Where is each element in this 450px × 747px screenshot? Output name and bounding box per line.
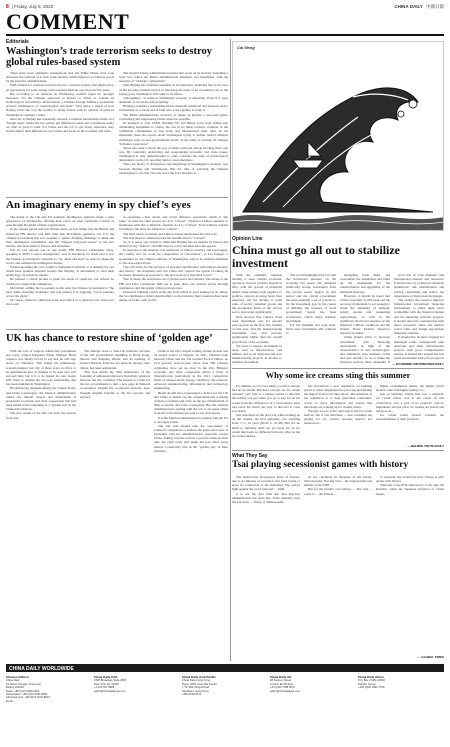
masthead-line: Subscription: +86 (0)10 6491-8301 xyxy=(6,693,48,697)
masthead-line: 1500 Broadway Suite 2800 xyxy=(94,679,127,683)
paragraph: Just in case anyone was in any doubt, FBI Director Christopher Wray, speaking at MI5's London headquarters, was in absolutely no doubt that it was the Chinese government's intention to "lie, cheat and steal" in order to shape the world, and outlined the intelligence threats. xyxy=(6,248,114,265)
paragraph: The first threat to American national reunification is "a threat". xyxy=(123,235,206,240)
paragraph: The country also needs to improve infrastructure investment financing mechanisms to make them more compatible with the financial market and the financing structure projects. It should take into consideration both direct economic value and indirect social value and design appropriate financing schemes. xyxy=(394,297,444,336)
paragraph: Instead of building castles in the sky from which to pour leaking oil on others, the two intelligence chiefs should reflect on the behavior their countries have been taking on in the outer world. xyxy=(119,289,228,303)
brand-name: CHINA DAILY xyxy=(394,4,423,9)
masthead-line: Beijing 100029 xyxy=(6,686,24,690)
paragraph: Its attempts to stop ASML Holding NV and Nikon Corp from selling key chipmaking equipment to China, the one in its latest reckless violation of the committed commitment to free trade and international trade rules. In the meantime, there are reports about Washington trying to further restrict bilateral exchanges even on non-governmental levels, in the name of staving off Chinese "influence operations". xyxy=(119,120,228,146)
editorial-second-headline[interactable]: An imaginary enemy in spy chief’s eyes xyxy=(6,199,191,211)
paragraph: But according to an editorial on Wednesday, pundits urged for stronger measures. It's the Chinese approach to Russia to China to contain its technological and military advancement, a Chinese Foreign Ministry spokesman accused Washington of "technological terrorism". That gives a signal of how Beijing views the way the country is being treated with its opinion of some in Washington's strategic circles. xyxy=(6,91,114,117)
paragraph: China should strive to innovate investment and financing mechanisms in light of the characteristics of new technologies, new industries, new business forms and new models, so as to make the financial services more adaptable. It xyxy=(340,335,390,365)
paragraph: After all, as Beijing has repeatedly stressed, a bilateral relationship stands on a 'foreign basis', where the two parties put differences aside and concentrate solely on what is good to both. For China and the US to get along, therefore, they should shelve their differences over values and focus on the economy and trade. xyxy=(6,116,114,134)
masthead-line: +44 (0)20 7398 8270 xyxy=(270,686,296,690)
paragraph: strengthen weak links, and consolidate the foundation and build up the momentum for the transformation and upgrading of the industrial structure. xyxy=(340,273,390,294)
opinion-col1 xyxy=(232,273,282,365)
whattheysay-byline: — GLOBAL TIMES xyxy=(417,655,444,659)
paragraph: Those who seek to block the way of others will only end up blocking their own way. By constantly obstructing and weaponizing economic and trade issues, Washington is only demonstrating to other countries the risks of technological dependence on the US, spurring them to look elsewhere. xyxy=(119,145,228,163)
masthead-line: Room 1818, Hing Wai Centre xyxy=(182,682,218,686)
icecream-headline[interactable]: Why some ice creams sting this summer xyxy=(265,370,411,380)
cartoon-credit: Cai Meng xyxy=(237,45,255,50)
paragraph: There have been optimistic anticipations that the White House may soon announce the removal of at least some punitive tariffs imposed on Chinese goods by the previous administration. xyxy=(6,71,114,84)
masthead-line: 90 Cannon Street xyxy=(270,679,292,683)
divider xyxy=(6,329,228,330)
paragraph: The heads of the UK and US domestic intelligence agencies made a joint appearance on Wednesday, offering their views on what constitutes a threat as seen through the prism of their organizations. xyxy=(6,215,114,228)
opinion-col3 xyxy=(340,273,390,365)
masthead-line: London EC4N 6HA xyxy=(270,682,293,686)
editorial-cartoon xyxy=(232,41,444,231)
masthead-line: Advertisement: +86 (0)10 6491-8631 xyxy=(6,696,50,700)
masthead-line: Aberdeen, Hong Kong xyxy=(182,689,209,693)
paragraph: higher consumption ability, but higher prices should come with higher quality too. xyxy=(376,384,444,393)
whattheysay-headline[interactable]: Tsai playing secessionist games with history xyxy=(232,460,409,470)
paragraph: The Democratic Progressive Party of Taiwan, due to its mission of secession, has been trying to erase its connection to the mainland. The party's fight against the word 'national' ... 1949. xyxy=(232,475,300,492)
masthead-line: 15 Huixin Dongjie, Chaoyang xyxy=(6,682,41,686)
paragraph: But for the island's own history ... The only ... cause to ... the Taiwan ... xyxy=(304,487,372,496)
paragraph: Thursday is the 85th anniversary of the July 7th Incident, when the Japanese invasion of China began... xyxy=(376,483,444,496)
paragraph: It's summer, so it is very likely you have already had an ice cream. But have you got an "ice cream assassin" yet? That is a phrase coined to describe the feeling you get when you go to pay for an ice cream from the refrigerator of a convenience store and reach the check out only to discover it costs you dearly. xyxy=(232,384,300,413)
icecream-col3 xyxy=(376,384,444,444)
masthead-line: China Daily xyxy=(6,679,20,683)
paragraph: good use of both domestic and international markets and resources. It should also try to improve financial institutions' risk identification and pricing capabilities and reduce the dependence of fixed asset mortgages. xyxy=(394,273,444,298)
masthead-line: News: +86 (0)10 6499-5000 xyxy=(6,689,40,693)
masthead-line: Chinese Edition xyxy=(6,675,29,679)
editorial-third-col1 xyxy=(6,349,76,661)
opinion-col2 xyxy=(286,273,336,365)
paragraph: The Biden administration, however, is intent on playing a zero-sum game, confronting and suppressing China wherever possible. xyxy=(119,112,228,121)
masthead-line: China Daily USA xyxy=(94,675,118,679)
paragraph: There are plenty of divergences and misgivings in Washington's strategic over between Beijing and Washington. But the idea of reducing the bilateral relationship to one that can only serve the US's interests is. xyxy=(119,162,228,175)
paragraph: The UK side should take the opportunity of Johnson's resignation to balance the gains and losses of persisting with his administration's approach toward China. Taking concrete actions to put the relations back onto the right track will make the past three years merely a temporary blip in the "golden age" of their relations. xyxy=(154,423,228,453)
paragraph: However, it should be noted that China's economy is still weak and the recovery momentum is not enough to break the shrinking of demand, supply shocks and weakening expectations, as well as the significant downward pressure on the financial. Climate conditions and the United States Federal Reserve's interest rate hikes. xyxy=(340,293,390,336)
masthead-col4 xyxy=(270,676,352,693)
paragraph: "We will strive for the prospect of peaceful reunification with utmost sincerity and efforts," the statement said, but China will "reserve the option of taking all necessary measures in response to the provocation of separatist forces". xyxy=(119,264,228,278)
editorial-second-col1 xyxy=(6,215,114,325)
masthead-title: CHINA DAILY WORLDWIDE xyxy=(6,664,444,672)
opinion-kicker: Opinion Line xyxy=(232,236,263,242)
whattheysay-kicker: What They Say xyxy=(232,453,268,459)
paragraph: Just on Saturday, Zhong Xue Gao, a domestic ice cream brand, was at the center of this controversy over a post of its products' cost-of-ingredients and the price ice creams are priced and rising as on... xyxy=(376,392,444,413)
paragraph: It is not the first time the Tsai Ing-wen administration has done this. Tsai's authority uses the Lin Zexu ... Treaty of Shimonoseki. xyxy=(232,491,300,504)
paragraph: With the loss of support within his government and party, United Kingdom Prime Minister Boris Johnson was finally forced to say that he will step down on Thursday. This brings his tumultuous, scandal-plagued, just shy of three years in office to an ignominious end. It remains to be seen who will succeed him, but it is to be hoped the new leader will strive to rebuild the two-way relationship that has been muddied in Washington. xyxy=(6,349,76,387)
masthead-line: editor@chinadailyuk.com xyxy=(270,689,301,693)
paragraph: The key now is at the right tags to the ice cream shelves, but if one merchant ... sees consumer are paying for ice creams because they've not understood... xyxy=(304,408,372,426)
paragraph: It should also be more targeted for municipal roads, underground pipe networks and other infrastructure projects with good comprehensive returns. It should also expand the real estate investment trust pilot project in xyxy=(394,335,444,361)
editorial-lead-col1 xyxy=(6,71,114,195)
page-date: | Friday, July 8, 2022 xyxy=(11,4,54,9)
icecream-col1 xyxy=(232,384,300,447)
whattheysay-col3 xyxy=(376,475,444,655)
masthead-line: 7 Tin Wan Praya Road xyxy=(182,686,209,690)
opinion-byline: — ECONOMIC INFORMATION DAILY xyxy=(392,362,444,366)
paragraph: The damage done to Sino-UK relations, because of the UK government's meddling in Hong Kong, Taiwan and Xinjiang affairs, and its banning of China's Huawei from the 5G network among other things, has been substantial. xyxy=(80,349,150,370)
paragraph: The Donald Trump administration turned that focus on its head by launching a trade war, which the Biden administration inherited, and intensified, with the narrative of "strategic competition". xyxy=(119,71,228,84)
masthead-line: New York, NY 10036 xyxy=(94,682,119,686)
paragraph: Still, Beijing has remained steadfast in its aspiration, believing that in the face of the growing evidence that it is following the track of an overturned cart as the saying goes, Washington will come to its senses. xyxy=(119,83,228,96)
masthead-col2 xyxy=(94,676,176,693)
paragraph: Data showed that China's fixed asset investment rose 6.2 percent year-on-year in the first five months of this year, and the manufacturing investment rose 10.6 percent, significantly higher than the overall growth rate of the economy. xyxy=(232,314,282,344)
paragraph: as espionage, cyber attack, and covert influence operations, which is "the same" as what the other powers do. It is "a threat". Whatever Chinese students or businesses with ties to Western countries do it is "a threat". Even Chinese tourists traveling to the West are labeled as "a threat". xyxy=(119,215,228,232)
section-title: COMMENT xyxy=(6,9,130,34)
paragraph: This year marks the 50th anniversary of the founding of ambassadorial-level diplomatic relations between the two countries. The present is a time for the two governments to turn a new page in bilateral cooperation. Despite the occasional setbacks, have brought tangible benefits to the two peoples and beyond. xyxy=(80,369,150,399)
paragraph: "Decoupling," as some in Washington propose, is untenable. Even if it were attainable, it would be self-wounding. xyxy=(119,95,228,105)
editorial-third-col3 xyxy=(154,349,228,661)
paragraph: The West needs an enemy and China is being shoehorned into that role. xyxy=(123,231,218,236)
cartoon-illustration xyxy=(233,42,444,231)
opinion-col4 xyxy=(394,273,444,361)
whattheysay-col2 xyxy=(304,475,372,661)
paragraph: to seriously, she would not have chosen to give up her with history. xyxy=(376,475,444,484)
masthead-col5 xyxy=(358,676,444,690)
paragraph: He painted a verbal picture to plant the seeds of suspicion, but offered no evidence to support his allegations. xyxy=(6,277,114,286)
paragraph: has introduced a new regulation on labeling prices to better implement the price tag and finding the impact from local fake prices. The intention of the regulation is to help guarantee consumers' access to price information and ensure that merchants are looking up ice creams prices. xyxy=(304,384,372,409)
paragraph: China is the UK's largest trading partner in Asia and its largest source of imports. In 2021, bilateral trade between China and the UK reached $112.6 billion, up 21.9 percent year-on-year. More than 500 Chinese companies have set up shop in the UK. Bilateral economic and trade cooperation shows a trend of diversification particularly in the UK's competitive fields of transportation, energy, chemistry, life sciences, advanced manufacturing, information and technology engineering. xyxy=(154,349,228,391)
masthead-line: editor@chinadailyusa.com xyxy=(94,689,126,693)
editorial-second-col2 xyxy=(119,215,228,325)
paragraph: In response to the tensions over questions of China's territory and sovereignty, the country has "no room for compromise or concessions", as Liu Pengyu, a spokesman for the Chinese embassy in Washington, said in an emailed statement to The Associated Press. xyxy=(119,248,228,265)
paragraph: Whilst espousing his own country's irrefutable intentions, it is unlikely the spy chiefs have genuine business leaders that Beijing "is determined to steal their technology, by whatever means". xyxy=(6,264,114,278)
column-separator xyxy=(230,39,231,661)
editorial-lead-col2 xyxy=(119,71,228,195)
paragraph: By embracing unquestioningly the United States' anti-China bandwagon, the Johnson administration ruined the mutual respect and momentum of productive economic and trade cooperation that had been hailed as the beginning of a "golden age" in the China-UK relations. xyxy=(6,386,76,412)
paragraph: That is where the real threats are to global peace and stability. The duties of the FBI and UK's counterpart MI5 are to keep their own nations secure through intelligence and the design of the previous ones. xyxy=(119,277,228,290)
paragraph: McCallum, adding his two-penny-worth, said, the Chinese government is "the most game-changing challenge" and was putting it in applying "covert pressure across the globe". xyxy=(6,285,114,298)
paragraph: Ice cream brand should consider the reasonableness of their products... xyxy=(376,413,444,422)
masthead-line: China Daily Asia Pacific xyxy=(182,675,216,679)
paragraph: Well-wishers for relations between the two countries believe that might allow an opportunity for some easing of the tensions built up over the past five years. xyxy=(6,83,114,92)
icecream-byline: — BEIJING YOUTH DAILY xyxy=(407,444,444,448)
paragraph: The new leader of the UK can draw the lessons from that. xyxy=(6,411,76,420)
editorial-third-headline[interactable]: UK has chance to restore shine of ‘golden age’ xyxy=(6,333,213,344)
paragraph: We need to support investment in areas such as infrastructure, and utilities and to set high-end and new manufacturing projects in motion to stabilize investment. xyxy=(232,343,282,365)
paragraph: So, it is never any reason to think that Beijing has an interest in Taiwan has abided by any "fashion"; the FBI director told journalists after the speech. xyxy=(119,239,228,249)
page-number: 8 xyxy=(6,4,9,10)
paragraph: Of course, whatever China has done, and what it is or appears to do, these two have said. xyxy=(6,298,114,307)
paragraph: In the current global national climate there are few things that the British and American FBI director and MI5 chief Ken McCallum, spelled it out. It is the Chinese government that now presents a "game-changing challenge" to them and their intelligence capabilities, and the "biggest long-term threat" to the two nations, and their allies in Europe and elsewhere. xyxy=(6,227,114,249)
paragraph: With the epidemic situation tending to ease, China's economic operation showed positive signals in May, with the growth of industrial added value turning from negative to positive, exports growing faster than expected, and the decline of retail sales of social consumer goods and the production index of the service sector narrowing significantly. xyxy=(232,273,282,315)
divider xyxy=(232,368,444,369)
masthead-line: China Daily Africa xyxy=(358,675,384,679)
masthead-line: Email: ... xyxy=(6,699,17,703)
masthead xyxy=(6,664,444,744)
masthead-line: +852 2518 5111 xyxy=(182,693,202,697)
editorial-lead-headline[interactable]: Washington’s trade terrorism seeks to destroy global rules-based system xyxy=(6,46,212,69)
brand xyxy=(394,4,444,10)
paragraph: Helping revitalize a relationship that is mutually beneficial and between such a relationship as a whole and of both who work together to forge it. xyxy=(119,104,228,113)
masthead-col1 xyxy=(6,676,88,703)
icecream-col2 xyxy=(304,384,372,447)
divider xyxy=(6,197,228,198)
masthead-line: P.O. Box 27281-00506 xyxy=(358,679,385,683)
masthead-line: +1 212 537 8888 xyxy=(94,686,115,690)
masthead-line: China Daily Hong Kong xyxy=(182,679,210,683)
paragraph: For the medium and long term, fixed asset investment will continue to xyxy=(286,322,336,336)
whattheysay-col1 xyxy=(232,475,300,661)
masthead-line: +254 (0)20 3522 7578 xyxy=(358,686,385,690)
paragraph: One merchant on the price tag while nothing up on the creams, the first generally cost anything from 3 to 10 yuan ($0.45 to $1.49). But it's no harm to suddenly shell out yet more for an ice cream that looks no different from any other on the ice cream shelves. xyxy=(232,413,300,438)
masthead-col3 xyxy=(182,676,264,696)
divider xyxy=(232,450,444,451)
editorials-kicker: Editorials xyxy=(6,39,29,45)
paragraph: At the ceremony in Taoyuan of the Island, Taiwan leader Tsai Ing-wen ... the expected the real number of the DPP ... xyxy=(304,475,372,488)
brand-name-cn: 中國日報 xyxy=(426,4,444,9)
opinion-headline[interactable]: China must go all out to stabilize investment xyxy=(232,243,401,270)
masthead-line: Nairobi, Kenya xyxy=(358,682,376,686)
masthead-line: China Daily UK xyxy=(270,675,292,679)
paragraph: It is the Johnson administration's joining with the US to decouple China. xyxy=(154,415,228,424)
paragraph: The world highlighted the fact that the downward pressure on the economy has eased but remained stubbornly strong. Investment from the private sector lagged in that period and the central government has been planning a set of policies to fix the investment gap. In the course of building, the issuance of local government bonds has been accelerated, which helps stabilize investment. xyxy=(286,273,336,323)
editorial-third-col2 xyxy=(80,349,150,661)
section-rule xyxy=(6,34,444,36)
paragraph: Brexit should have represented a chance for the UK and China to further tap the complementarity potential of their economies and carry on the good momentum of their economic and trade cooperation. But the Johnson administration's joining with the US to decouple China from the world market put paid to any such hopes. xyxy=(154,390,228,416)
